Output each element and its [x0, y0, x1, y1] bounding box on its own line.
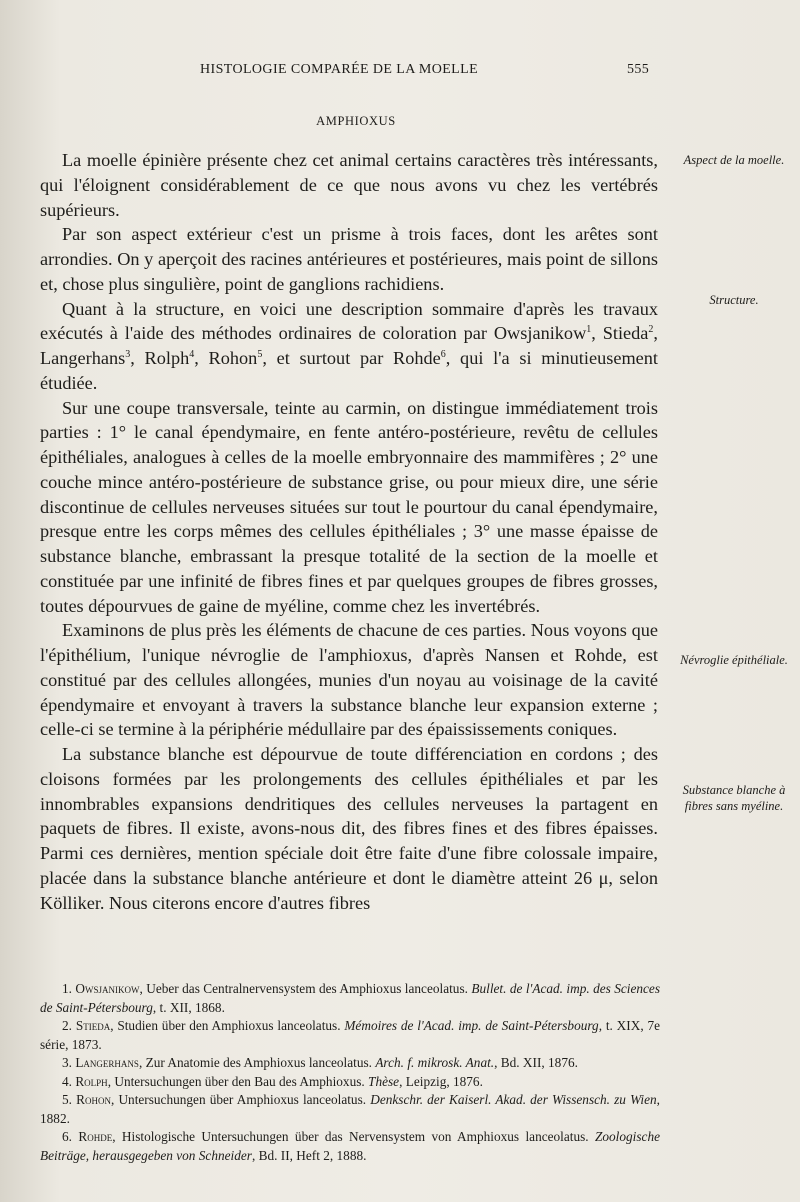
- footnote-title: , Untersuchungen über den Bau des Amphioxus.: [107, 1073, 365, 1089]
- running-header: [0, 62, 800, 82]
- footnote-ref-2: 2: [648, 324, 654, 336]
- footnote-venue: Denkschr. der Kaiserl. Akad. der Wissensch. zu Wien: [370, 1092, 657, 1107]
- footnote-tail: , t. XII, 1868.: [152, 999, 225, 1015]
- p3-text-a: Quant à la structure, en voici une description sommaire d'après les travaux exécutés à l'aide des méthodes ordinaires de coloration par Owsjanikow: [40, 298, 658, 344]
- footnote-number: 2.: [62, 1018, 72, 1033]
- footnote-number: 3.: [62, 1055, 72, 1070]
- margin-note-substance-blanche: Substance blanche à fibres sans myéline.: [682, 783, 786, 813]
- footnotes: [40, 980, 660, 1165]
- footnote-title: , Histologische Untersuchungen über das Nervensystem von Amphioxus lanceolatus.: [112, 1129, 589, 1144]
- footnote-author: Rohde: [78, 1129, 113, 1144]
- footnote-number: 1.: [62, 981, 72, 996]
- p3-text-d: , Rolph: [130, 348, 190, 368]
- footnote-ref-4: 4: [189, 348, 195, 360]
- footnote-6: [40, 1128, 660, 1165]
- footnote-author: Owsjanikow: [75, 981, 140, 996]
- p3-text-b: , Stieda: [591, 323, 649, 344]
- footnote-venue: Mémoires de l'Acad. imp. de Saint-Pétersbourg: [344, 1018, 599, 1033]
- page-number: 555: [627, 62, 650, 77]
- p3-text-f: , et surtout par Rohde: [262, 348, 441, 368]
- section-title: AMPHIOXUS: [316, 114, 396, 128]
- margin-note-nevroglie: Névroglie épithéliale.: [680, 653, 788, 667]
- footnote-number: 4.: [62, 1073, 72, 1089]
- margin-note-aspect: Aspect de la moelle.: [683, 153, 785, 167]
- footnote-title: , Untersuchungen über Amphioxus lanceolatus.: [111, 1092, 367, 1107]
- paragraph-4: Sur une coupe transversale, teinte au carmin, on distingue immédiatement trois parties : 1° le canal épendymaire, en fente antéro-postérieure, revêtu de cellules épithéliales, analogues à celles de la moelle embryonnaire des mammifères ; 2° une couche mince antéro-postérieure de substance grise, ou pour mieux dire, une série discontinue de cellules nerveuses situées sur tout le pourtour du canal épendymaire, presque entre les corps mêmes des cellules épithéliales ; 3° une masse épaisse de substance blanche, embrassant la presque totalité de la section de la moelle et constituée par une infinité de fibres fines et par quelques groupes de fibres grosses, toutes dépourvues de gaine de myéline, comme chez les invertébrés.: [40, 397, 658, 616]
- footnote-title: , Zur Anatomie des Amphioxus lanceolatus.: [138, 1055, 372, 1070]
- margin-note-structure: Structure.: [709, 293, 759, 307]
- footnote-venue: Bullet. de l'Acad. imp. des Sciences de Saint-Pétersbourg: [40, 981, 661, 1015]
- footnote-ref-1: 1: [586, 324, 592, 336]
- footnote-author: Langerhans: [75, 1055, 139, 1070]
- footnote-author: Rohon: [76, 1092, 111, 1107]
- running-title: HISTOLOGIE COMPARÉE DE LA MOELLE: [200, 62, 479, 77]
- paragraph-1: La moelle épinière présente chez cet animal certains caractères très intéressants, qui l'éloignent considérablement de ce que nous avons vu chez les vertébrés supérieurs.: [40, 150, 658, 220]
- footnote-2: [40, 1017, 660, 1054]
- footnote-tail: , Leipzig, 1876.: [399, 1073, 483, 1089]
- body-text: [40, 148, 658, 915]
- footnote-number: 5.: [62, 1092, 72, 1107]
- footnote-author: Rolph: [75, 1073, 108, 1089]
- footnote-tail: , 1882.: [40, 1092, 660, 1126]
- footnote-tail: , t. XIX, 7e série, 1873.: [40, 1018, 661, 1052]
- footnote-venue: Arch. f. mikrosk. Anat.: [375, 1055, 495, 1070]
- footnote-title: , Ueber das Centralnervensystem des Amphioxus lanceolatus.: [139, 981, 468, 996]
- paragraph-5: Examinons de plus près les éléments de chacune de ces parties. Nous voyons que l'épithélium, l'unique névroglie de l'amphioxus, d'après Nansen et Rohde, est constitué par des cellules allongées, munies d'un noyau au voisinage de la cavité épendymaire et envoyant à travers la substance blanche leur expansion externe ; celle-ci se termine à la périphérie médullaire par des épaississements coniques.: [40, 620, 658, 740]
- footnote-title: , Studien über den Amphioxus lanceolatus.: [110, 1018, 341, 1033]
- footnote-number: 6.: [62, 1129, 72, 1144]
- footnote-3: [40, 1054, 660, 1073]
- paragraph-3: [40, 297, 658, 396]
- paragraph-6: [40, 742, 658, 915]
- micron-symbol: μ: [598, 867, 609, 888]
- paragraph-2: Par son aspect extérieur c'est un prisme à trois faces, dont les arêtes sont arrondies. On y aperçoit des racines antérieures et postérieures, mais point de sillons et, chose plus singulière, point de ganglions rachidiens.: [40, 224, 658, 294]
- footnote-ref-5: 5: [257, 348, 263, 360]
- p6-text-a: La substance blanche est dépourvue de toute différenciation en cordons ; des cloisons formées par les prolongements des cellules épithéliales et par les innombrables expansions dendritiques des cellules nerveuses la partagent en paquets de fibres. Il existe, avons-nous dit, des fibres fines et des fibres épaisses. Parmi ces dernières, mention spéciale doit être faite d'une fibre colossale impaire, placée dans la substance blanche antérieure et dont le diamètre atteint 26: [40, 744, 658, 888]
- footnote-ref-3: 3: [125, 348, 131, 360]
- p6-text-b: , selon Kölliker. Nous citerons encore d'autres fibres: [40, 867, 658, 913]
- p3-text-e: , Rohon: [194, 348, 258, 368]
- footnote-1: [40, 980, 660, 1017]
- footnote-ref-6: 6: [440, 348, 446, 360]
- footnote-venue: Zoologische Beiträge, herausgegeben von Schneider: [40, 1129, 660, 1163]
- footnote-author: Stieda: [75, 1018, 111, 1033]
- footnote-4: [40, 1073, 660, 1092]
- p3-text-c: , Langerhans: [40, 323, 658, 368]
- p3-text-g: , qui l'a si minutieusement étudiée.: [40, 348, 659, 393]
- footnote-5: [40, 1091, 660, 1128]
- footnote-venue: Thèse: [368, 1073, 400, 1089]
- footnote-tail: , Bd. II, Heft 2, 1888.: [251, 1147, 367, 1163]
- footnote-tail: , Bd. XII, 1876.: [494, 1055, 578, 1070]
